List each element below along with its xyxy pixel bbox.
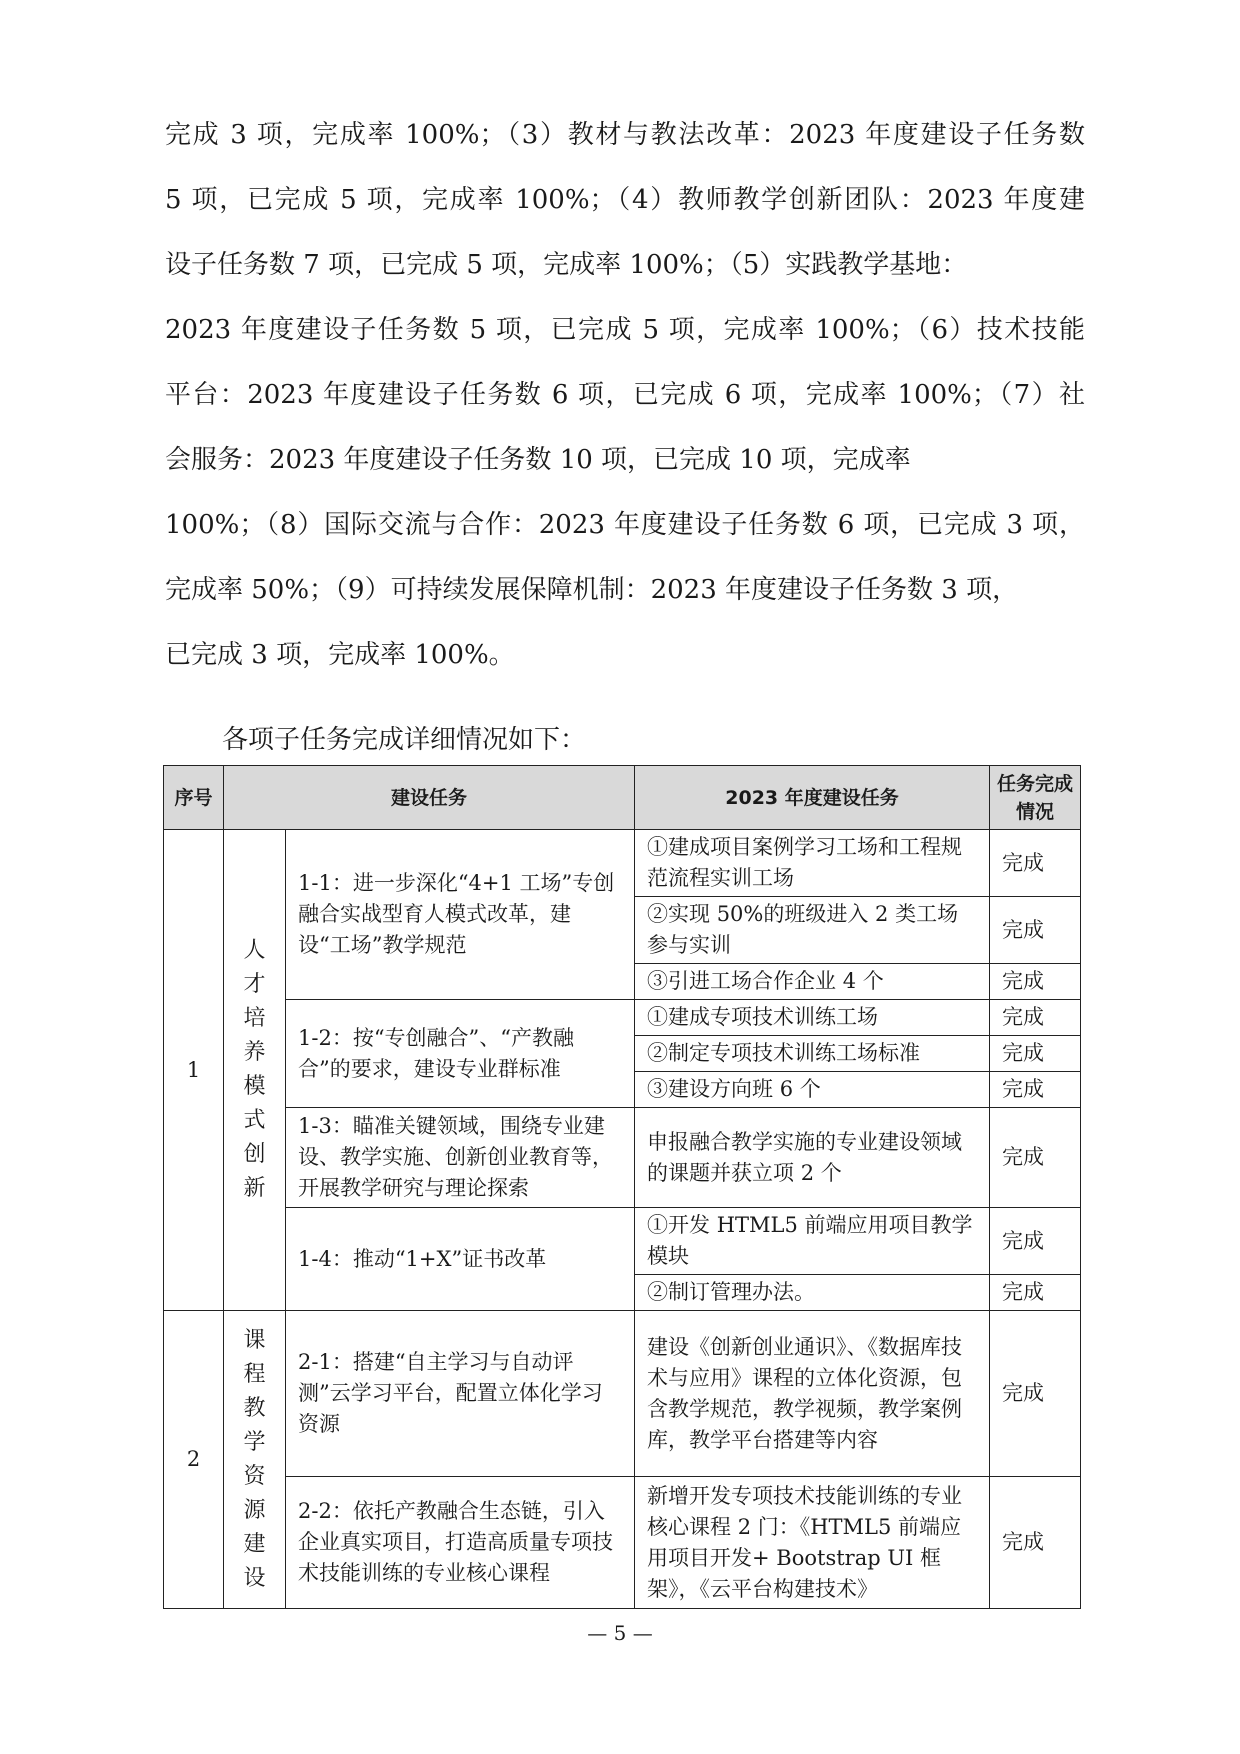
annual-task: ②实现 50%的班级进入 2 类工场参与实训 [635,897,990,964]
annual-task: ①建成项目案例学习工场和工程规范流程实训工场 [635,830,990,897]
header-seq: 序号 [164,766,224,830]
paragraph-line: 设子任务数 7 项，已完成 5 项，完成率 100%；（5）实践教学基地： [165,250,968,280]
table-row [164,1108,1081,1208]
annual-task: ②制订管理办法。 [635,1275,990,1311]
annual-task: 建设《创新创业通识》、《数据库技术与应用》课程的立体化资源，包含教学规范，教学视频，教学案例库，教学平台搭建等内容 [635,1311,990,1477]
table-header-row [164,766,1081,830]
table-row [164,1000,1081,1036]
subtask-description: 1-2：按“专创融合”、“产教融合”的要求，建设专业群标准 [286,1000,635,1108]
subtask-description: 1-4：推动“1+X”证书改革 [286,1208,635,1311]
header-annual: 2023 年度建设任务 [635,766,990,830]
subtask-description: 1-3：瞄准关键领域，围绕专业建设、教学实施、创新创业教育等，开展教学研究与理论探索 [286,1108,635,1208]
annual-task: 申报融合教学实施的专业建设领域的课题并获立项 2 个 [635,1108,990,1208]
table-row [164,1477,1081,1609]
page-number: — 5 — [587,1621,653,1645]
paragraph-line: 完成率 50%；（9）可持续发展保障机制：2023 年度建设子任务数 3 项， [165,575,1019,605]
table-row [164,830,1081,897]
paragraph-line: 已完成 3 项，完成率 100%。 [165,640,515,670]
subtask-description: 2-1：搭建“自主学习与自动评测”云学习平台，配置立体化学习资源 [286,1311,635,1477]
paragraph-line: 完成 3 项，完成率 100%；（3）教材与教法改革：2023 年度建设子任务数 [165,120,1085,150]
status-cell: 完成 [990,1000,1081,1036]
paragraph-line: 100%；（8）国际交流与合作：2023 年度建设子任务数 6 项，已完成 3 项， [165,510,1085,540]
status-cell: 完成 [990,1275,1081,1311]
annual-task: ①开发 HTML5 前端应用项目教学模块 [635,1208,990,1275]
group-number: 1 [164,830,224,1311]
paragraph-line: 平台：2023 年度建设子任务数 6 项，已完成 6 项，完成率 100%；（7）社 [165,380,1085,410]
task-table [163,765,1081,1609]
annual-task: ③建设方向班 6 个 [635,1072,990,1108]
group-category: 课程教学资源建设 [224,1311,286,1609]
paragraph-line: 会服务：2023 年度建设子任务数 10 项，已完成 10 项，完成率 [165,445,911,475]
table-intro: 各项子任务完成详细情况如下： [222,725,587,755]
status-cell: 完成 [990,1072,1081,1108]
annual-task: ③引进工场合作企业 4 个 [635,964,990,1000]
annual-task: 新增开发专项技术技能训练的专业核心课程 2 门：《HTML5 前端应用项目开发+ Bootstrap UI 框架》，《云平台构建技术》 [635,1477,990,1609]
status-cell: 完成 [990,1208,1081,1275]
paragraph-line: 2023 年度建设子任务数 5 项，已完成 5 项，完成率 100%；（6）技术技能 [165,315,1085,345]
annual-task: ②制定专项技术训练工场标准 [635,1036,990,1072]
status-cell: 完成 [990,964,1081,1000]
subtask-description: 2-2：依托产教融合生态链，引入企业真实项目，打造高质量专项技术技能训练的专业核心课程 [286,1477,635,1609]
status-cell: 完成 [990,1477,1081,1609]
table-row [164,1311,1081,1477]
group-category: 人才培养模式创新 [224,830,286,1311]
status-cell: 完成 [990,897,1081,964]
status-cell: 完成 [990,1036,1081,1072]
status-cell: 完成 [990,1311,1081,1477]
paragraph-line: 5 项，已完成 5 项，完成率 100%；（4）教师教学创新团队：2023 年度建 [165,185,1085,215]
annual-task: ①建成专项技术训练工场 [635,1000,990,1036]
table-row [164,1208,1081,1275]
header-status: 任务完成情况 [990,766,1081,830]
status-cell: 完成 [990,830,1081,897]
header-task: 建设任务 [224,766,635,830]
status-cell: 完成 [990,1108,1081,1208]
subtask-description: 1-1：进一步深化“4+1 工场”专创融合实战型育人模式改革，建设“工场”教学规范 [286,830,635,1000]
group-number: 2 [164,1311,224,1609]
